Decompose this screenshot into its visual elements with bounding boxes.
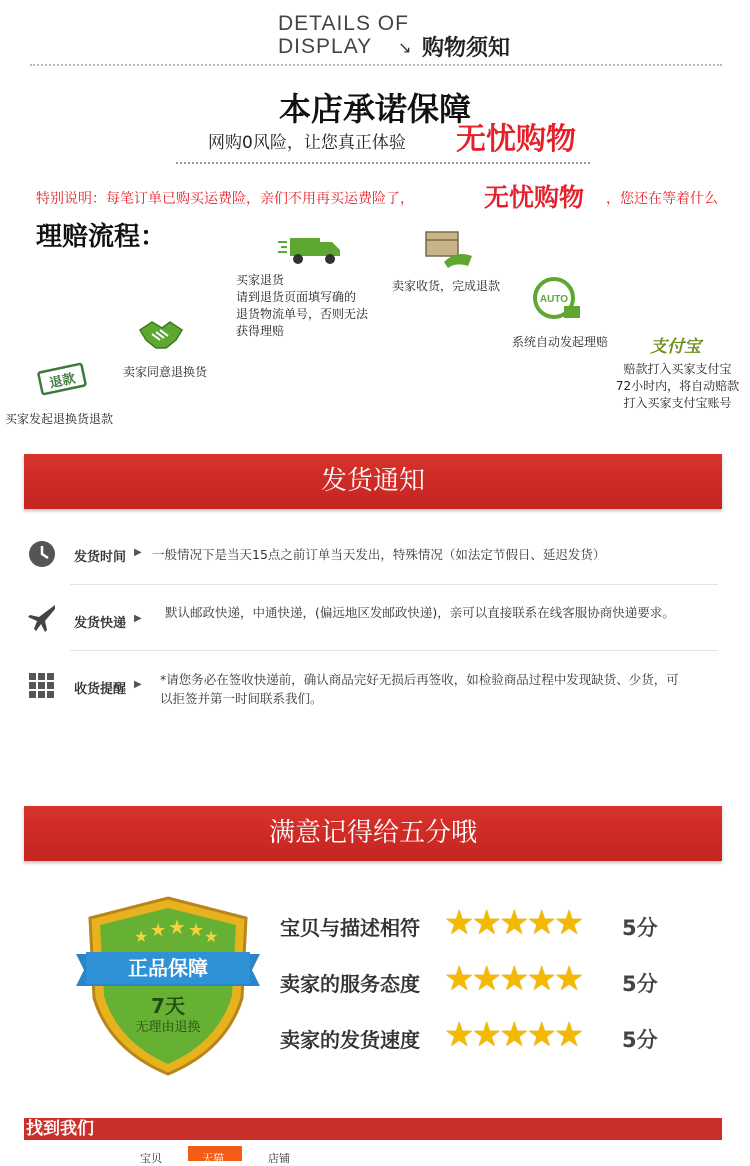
promise-subtitle: 网购0风险，让您真正体验 [208, 133, 406, 153]
badge-star-icon: ★ [168, 915, 186, 939]
rating-banner: 满意记得给五分哦 [24, 806, 722, 861]
truck-icon [278, 232, 344, 268]
ship-courier-label: 发货快递 [74, 616, 127, 631]
ship-divider-1 [70, 584, 718, 585]
special-note-highlight: 无忧购物 [484, 183, 585, 212]
triangle-right-icon: ▶ [134, 547, 142, 558]
clock-icon [28, 540, 56, 568]
rating-label-shipping: 卖家的发货速度 [280, 1028, 420, 1052]
badge-star-icon: ★ [150, 920, 167, 941]
rating-stars-service: ★★★★★ [444, 959, 582, 999]
ship-divider-2 [70, 650, 718, 651]
shipping-banner: 发货通知 [24, 454, 722, 509]
promise-highlight: 无忧购物 [456, 122, 576, 157]
header-english-title [278, 12, 412, 58]
header-chinese-title: 购物须知 [422, 36, 511, 61]
find-us-title: 找到我们 [26, 1119, 94, 1139]
promise-divider [176, 162, 590, 164]
rating-label-description: 宝贝与描述相符 [280, 916, 420, 940]
genuine-guarantee-badge [76, 894, 260, 1078]
claim-step-3: 买家退货 请到退货页面填写确的 退货物流单号，否则无法 获得理赔 [236, 273, 369, 338]
claim-step-2: 卖家同意退换货 [123, 365, 208, 379]
grid-icon [28, 672, 56, 700]
airplane-icon [26, 602, 58, 634]
promise-title: 本店承诺保障 [278, 90, 471, 128]
find-us-bar [24, 1118, 722, 1140]
package-receive-icon [420, 226, 478, 270]
badge-star-icon: ★ [188, 920, 205, 941]
handshake-icon [136, 316, 186, 354]
triangle-right-icon: ▶ [134, 613, 142, 624]
rating-label-service: 卖家的服务态度 [280, 972, 420, 996]
claim-step-5: 系统自动发起理赔 [512, 335, 609, 349]
arrow-down-right-icon: ↘ [398, 38, 412, 57]
claim-title: 理赔流程： [36, 222, 167, 252]
rating-score-service: 5分 [622, 972, 658, 996]
header-divider [30, 64, 722, 66]
rating-score-shipping: 5分 [622, 1028, 658, 1052]
badge-subtitle: 无理由退换 [135, 1020, 201, 1035]
special-note: 特别说明：每笔订单已购买运费险，亲们不用再买运费险了， [36, 191, 414, 207]
refund-stamp-text: 退款 [48, 371, 77, 392]
triangle-right-icon: ▶ [134, 679, 142, 690]
badge-title: 正品保障 [128, 956, 208, 980]
rating-stars-shipping: ★★★★★ [444, 1015, 582, 1055]
alipay-logo-icon: 支付宝 [650, 337, 701, 357]
ship-courier-text: 默认邮政快递，中通快递，(偏远地区发邮政快递)，亲可以直接联系在线客服协商快递要求。 [165, 605, 675, 620]
ship-time-text: 一般情况下是当天15点之前订单当天发出，特殊情况（如法定节假日、延迟发货） [152, 547, 606, 562]
ship-time-label: 发货时间 [74, 550, 127, 565]
badge-star-icon: ★ [204, 927, 219, 946]
ship-reminder-label: 收货提醒 [74, 682, 127, 697]
header-en-line2: DISPLAY [278, 35, 373, 58]
claim-step-1: 买家发起退换货退款 [5, 412, 114, 426]
header-en-line1: DETAILS OF [278, 12, 409, 35]
tab-store[interactable]: 店铺 [268, 1152, 290, 1165]
special-note-end: ，您还在等着什么 [606, 191, 718, 207]
claim-step-4: 卖家收货，完成退款 [392, 279, 501, 293]
rating-score-description: 5分 [622, 916, 658, 940]
auto-icon-text: AUTO [539, 294, 569, 305]
rating-stars-description: ★★★★★ [444, 903, 582, 943]
ship-reminder-text: *请您务必在签收快递前，确认商品完好无损后再签收，如检验商品过程中发现缺货、少货，可以拒签并第一时间联系我们。 [160, 672, 679, 706]
refund-stamp-icon [36, 362, 88, 396]
tab-baobei[interactable]: 宝贝 [140, 1152, 162, 1165]
badge-star-icon: ★ [134, 927, 149, 946]
badge-days: 7天 [151, 994, 185, 1018]
auto-claim-icon [532, 276, 584, 324]
claim-step-6: 赔款打入买家支付宝 72小时内，将自动赔款 打入买家支付宝账号 [615, 362, 740, 410]
tab-tmall[interactable]: 天猫 [202, 1152, 224, 1165]
